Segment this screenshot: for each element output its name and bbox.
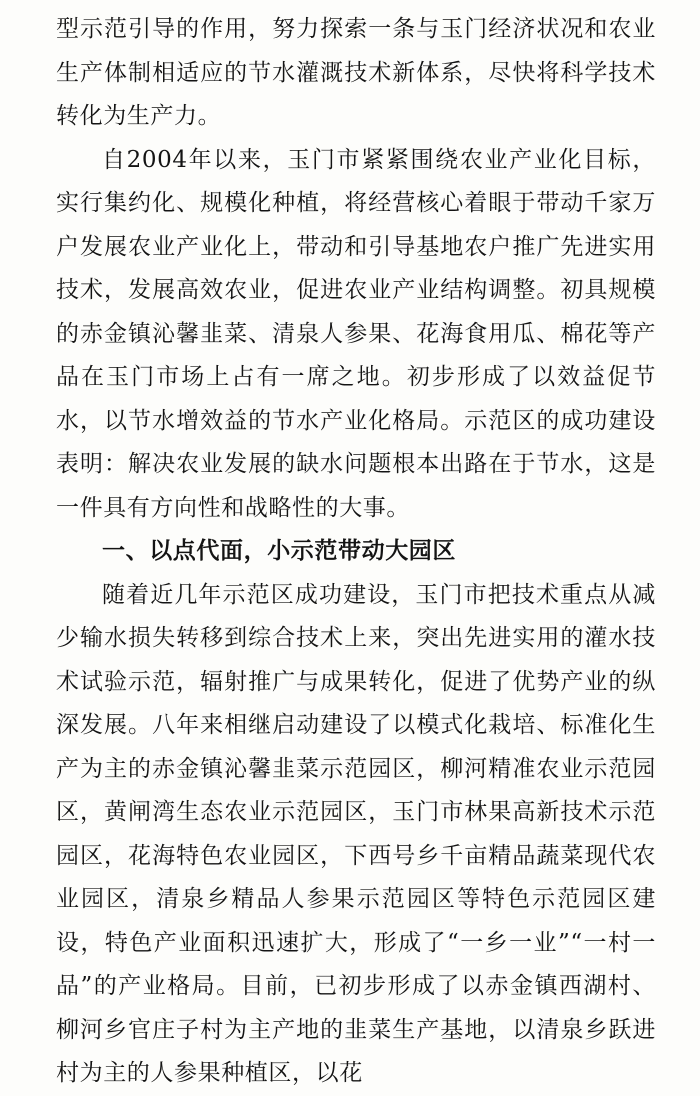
paragraph-1: 型示范引导的作用，努力探索一条与玉门经济状况和农业生产体制相适应的节水灌溉技术新体系，尽快将科学技术转化为生产力。	[56, 16, 656, 129]
paragraph-3: 随着近几年示范区成功建设，玉门市把技术重点从减少输水损失转移到综合技术上来，突出先进实用的灌水技术试验示范，辐射推广与成果转化，促进了优势产业的纵深发展。八年来相继启动建设了以模式化栽培、标准化生产为主的赤金镇沁馨韭菜示范园区，柳河精准农业示范园区，黄闸湾生态农业示范园区，玉门市林果高新技术示范园区，花海特色农业园区，下西号乡千亩精品蔬菜现代农业园区，清泉乡精品人参果示范园区等特色示范园区建设，特色产业面积迅速扩大，形成了“一乡一业”“一村一品”的产业格局。目前，已初步形成了以赤金镇西湖村、柳河乡官庄子村为主产地的韭菜生产基地，以清泉乡跃进村为主的人参果种植区，以花	[56, 581, 656, 1086]
document-body	[56, 8, 656, 1096]
section-heading: 一、以点代面，小示范带动大园区	[102, 538, 456, 564]
paragraph-2: 自2004年以来，玉门市紧紧围绕农业产业化目标，实行集约化、规模化种植，将经营核心着眼于带动千家万户发展农业产业化上，带动和引导基地农户推广先进实用技术，发展高效农业，促进农业产业结构调整。初具规模的赤金镇沁馨韭菜、清泉人参果、花海食用瓜、棉花等产品在玉门市场上占有一席之地。初步形成了以效益促节水，以节水增效益的节水产业化格局。示范区的成功建设表明：解决农业发展的缺水问题根本出路在于节水，这是一件具有方向性和战略性的大事。	[56, 146, 656, 521]
